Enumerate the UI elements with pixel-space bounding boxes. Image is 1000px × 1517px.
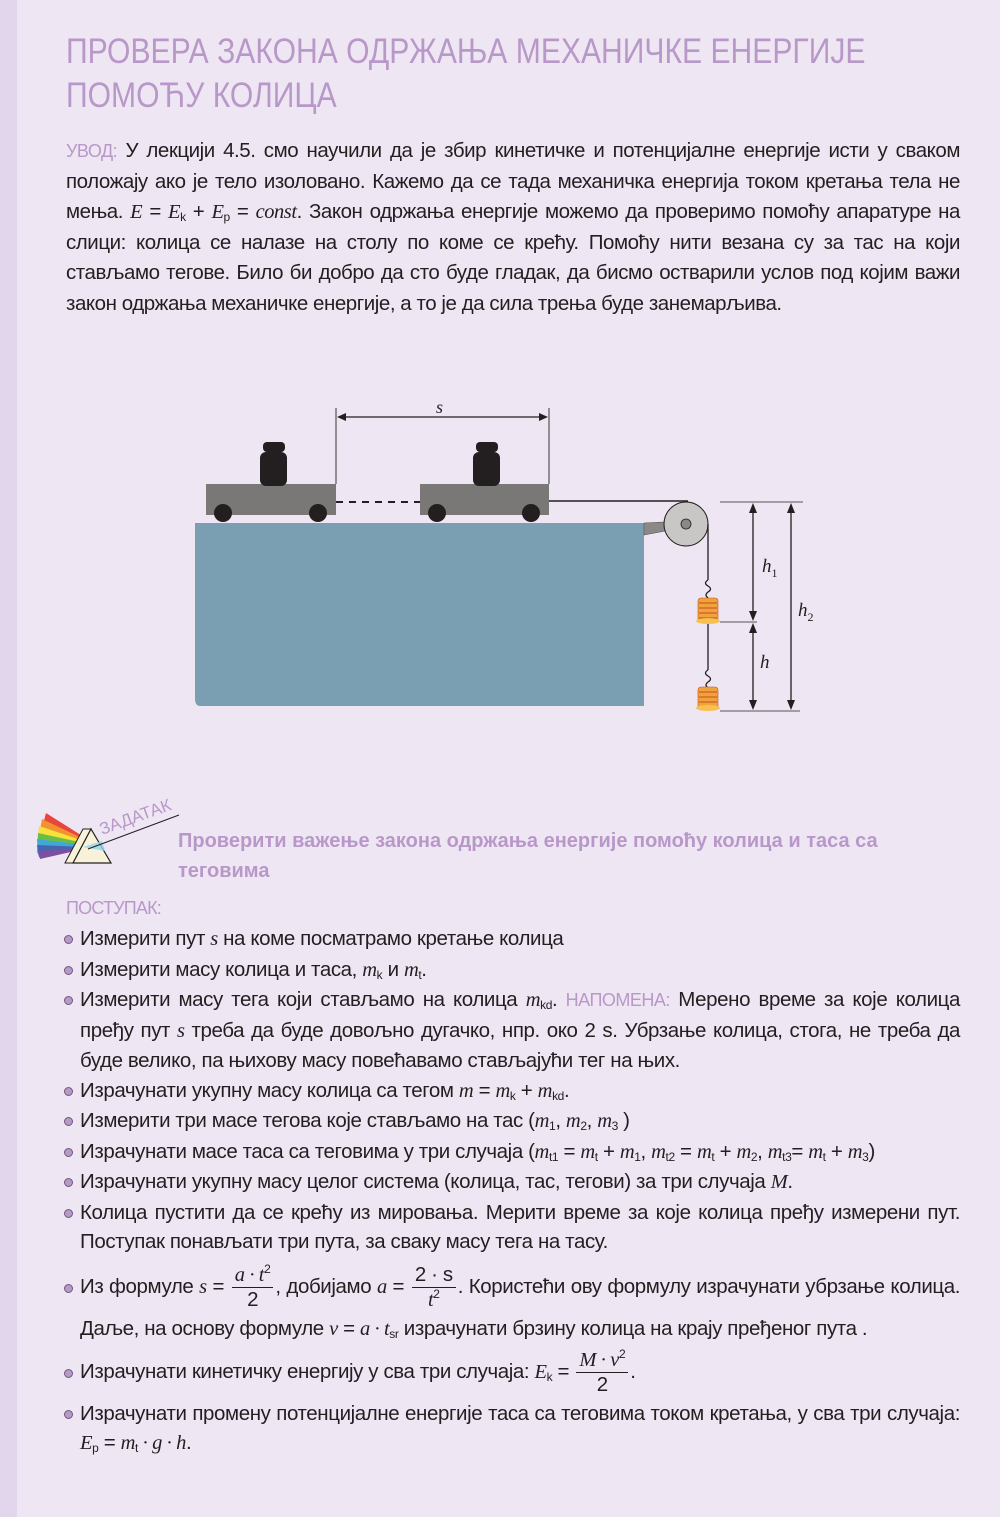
- fraction-ek: $\frac{M \cdot v^2}{2}$: [576, 1348, 628, 1397]
- fraction-s: $\frac{a \cdot t^2}{2}$: [232, 1263, 274, 1312]
- step-8: Колица пустити да се крећу из мировања. Мерити време за које колица пређу измерени пут. Поступак понављати три пута, за сваку масу тега на тасу.: [62, 1198, 960, 1257]
- pulley: [644, 502, 708, 546]
- label-h2: $h_2$: [798, 600, 814, 624]
- title-line-2: ПОМОЋУ КОЛИЦА: [66, 76, 337, 115]
- formula-Ep: E: [211, 201, 224, 223]
- step-7: Израчунати укупну масу целог система (колица, тас, тегови) за три случаја M.: [62, 1167, 960, 1198]
- bullet-icon: [64, 966, 73, 975]
- note-label: НАПОМЕНА:: [565, 990, 670, 1010]
- formula-E: E: [130, 201, 143, 223]
- bullet-icon: [64, 1178, 73, 1187]
- bullet-icon: [64, 1209, 73, 1218]
- label-h: h: [760, 652, 770, 673]
- bullet-icon: [64, 1087, 73, 1096]
- intro-paragraph: [66, 136, 960, 319]
- step-6: Израчунати масе таса са теговима у три случаја ($m_{t1} = m_t + m_1$, $m_{t2} = m_t + m_2$, $m_{t3}= m_t + m_3$): [62, 1137, 960, 1168]
- step-1: Измерити пут s на коме посматрамо кретање колица: [62, 924, 960, 955]
- label-s: s: [436, 397, 444, 417]
- bullet-icon: [64, 935, 73, 944]
- step-4: Израчунати укупну масу колица са тегом $m = m_k + m_{kd}$.: [62, 1076, 960, 1107]
- fraction-a: $\frac{2 \cdot s}{t^2}$: [412, 1263, 456, 1312]
- formula-Ek: E: [168, 201, 181, 223]
- bullet-icon: [64, 1369, 73, 1378]
- bullet-icon: [64, 996, 73, 1005]
- apparatus-diagram: [0, 390, 1000, 730]
- formula-const: const: [255, 201, 297, 223]
- bullet-icon: [64, 1148, 73, 1157]
- step-3: Измерити масу тега који стављамо на колица $m_{kd}$. НАПОМЕНА: Мерено време за које колица пређу пут s треба да буде довољно дугачко, нпр. око 2 s. Убрзање колица, стога, не треба да буде велико, па њихову масу повећавамо стављајући тег на њих.: [62, 985, 960, 1076]
- title-line-1: ПРОВЕРА ЗАКОНА ОДРЖАЊА МЕХАНИЧКЕ ЕНЕРГИЈЕ: [66, 32, 866, 71]
- bullet-icon: [64, 1410, 73, 1419]
- formula-k-sub: k: [180, 210, 186, 224]
- h-arrow: [749, 623, 757, 710]
- table: [195, 523, 644, 706]
- formula-plus: +: [185, 200, 212, 223]
- task-title: Проверити важење закона одржања енергије помоћу колица и таса са теговима: [178, 830, 878, 882]
- step-10: Израчунати кинетичку енергију у сва три случаја: $E_k$ = $\frac{M \cdot v^2}{2}$ .: [62, 1348, 960, 1397]
- procedure-label: ПОСТУПАК:: [66, 898, 161, 918]
- page-side-strip: [0, 0, 17, 1517]
- intro-text-2: . Закон одржања енергије можемо да проверимо помоћу апаратуре на слици: колица се налазе на столу по коме се крећу. Помоћу нити везана су за тас на који стављамо тегове. Било би добро да сто буде гладак, да бисмо остварили услов под којим важи закон одржања механичке енергије, а то је да сила трења буде занемарљива.: [66, 200, 960, 315]
- step-11: Израчунати промену потенцијалне енергије таса са теговима током кретања, у сва три случаја: $E_p = m_t \cdot g \cdot h$.: [62, 1399, 960, 1459]
- intro-text-1: У лекцији 4.5. смо научили да је збир кинетичке и потенцијалне енергије исти у сваком положају ако је тело изоловано. Кажемо да се тада механичка енергија током кретања тела не мења.: [66, 139, 960, 223]
- step-5: Измерити три масе тегова које стављамо на тас ($m_1$, $m_2$, $m_3$ ): [62, 1106, 960, 1137]
- label-h1: $h_1$: [762, 556, 778, 580]
- page-title: [66, 30, 960, 118]
- cart-end: [420, 442, 549, 522]
- procedure-steps: [62, 924, 960, 1459]
- bullet-icon: [64, 1117, 73, 1126]
- step-9: Из формуле s = $\frac{a \cdot t^2}{2}$ , добијамо a = $\frac{2 \cdot s}{t^2}$ . Користећи ову формулу израчунати убрзање колица. Даље, на основу формуле $v = a \cdot t_{sr}$ израчунати брзину колица на крају пређеног пута .: [62, 1263, 960, 1346]
- task-icon-label: ЗАДАТАК: [96, 795, 174, 839]
- step-2: Измерити масу колица и таса, $m_k$ и $m_t$.: [62, 955, 960, 986]
- prism-icon: [34, 795, 184, 865]
- h2-arrow: [787, 503, 795, 710]
- hook-icon: [706, 580, 711, 598]
- cart-start: [206, 442, 336, 522]
- hook-icon-lower: [706, 670, 711, 688]
- distance-arrow: [336, 408, 549, 484]
- weight-pan-lower: [696, 687, 720, 711]
- h1-arrow: [749, 503, 757, 621]
- formula-eq: =: [142, 200, 169, 223]
- intro-label: УВОД:: [66, 141, 118, 161]
- formula-p-sub: p: [223, 210, 230, 224]
- bullet-icon: [64, 1284, 73, 1293]
- formula-eq2: =: [229, 200, 256, 223]
- weight-pan-upper: [696, 598, 720, 624]
